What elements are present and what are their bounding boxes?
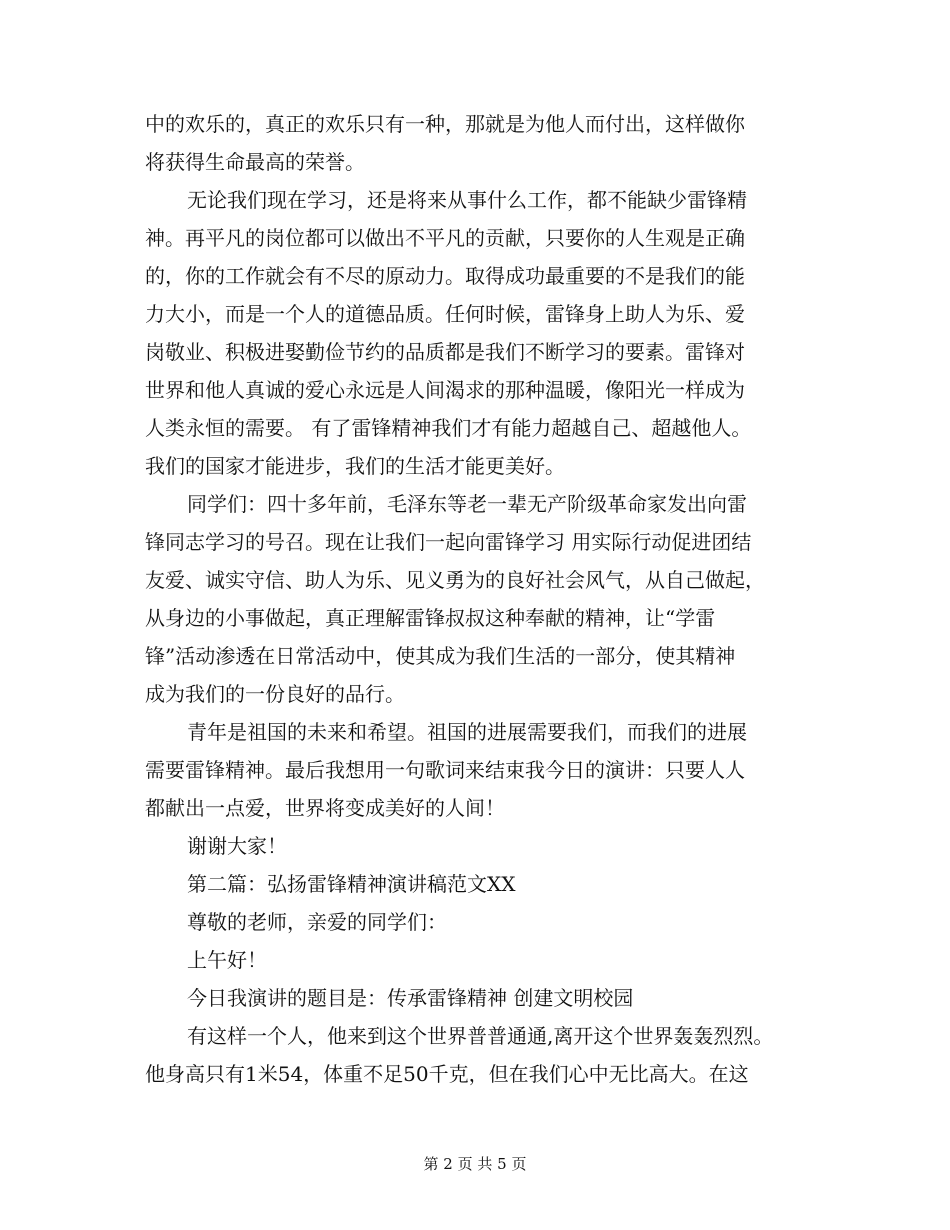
- text-line: 他身高只有1米54，体重不足50千克，但在我们心中无比高大。在这: [145, 1062, 749, 1086]
- text-line: 世界和他人真诚的爱心永远是人间渴求的那种温暖，像阳光一样成为: [145, 378, 745, 402]
- text-line: 同学们：四十多年前，毛泽东等老一辈无产阶级革命家发出向雷: [187, 492, 747, 516]
- text-line: 的，你的工作就会有不尽的原动力。取得成功最重要的不是我们的能: [145, 264, 745, 288]
- text-line: 锋同志学习的号召。现在让我们一起向雷锋学习 用实际行动促进团结: [145, 530, 752, 554]
- text-line: 力大小，而是一个人的道德品质。任何时候，雷锋身上助人为乐、爱: [145, 302, 745, 326]
- text-line: 神。再平凡的岗位都可以做出不平凡的贡献，只要你的人生观是正确: [145, 226, 745, 250]
- body-text: [145, 105, 815, 1093]
- text-line: 岗敬业、积极进娶勤俭节约的品质都是我们不断学习的要素。雷锋对: [145, 340, 745, 364]
- text-line: 我们的国家才能进步，我们的生活才能更美好。: [145, 454, 565, 478]
- text-line: 从身边的小事做起，真正理解雷锋叔叔这种奉献的精神，让“学雷: [145, 606, 716, 630]
- text-line: 友爱、诚实守信、助人为乐、见义勇为的良好社会风气，从自己做起，: [145, 568, 765, 592]
- text-line: 中的欢乐的，真正的欢乐只有一种，那就是为他人而付出，这样做你: [145, 112, 745, 136]
- text-line: 今日我演讲的题目是：传承雷锋精神 创建文明校园: [187, 986, 634, 1010]
- text-line: 需要雷锋精神。最后我想用一句歌词来结束我今日的演讲：只要人人: [145, 758, 745, 782]
- text-line: 尊敬的老师，亲爱的同学们：: [187, 910, 447, 934]
- text-line: 谢谢大家！: [187, 834, 287, 858]
- page-number: 第 2 页 共 5 页: [423, 1155, 527, 1173]
- text-line: 上午好！: [187, 948, 267, 972]
- text-line: 将获得生命最高的荣誉。: [145, 150, 365, 174]
- text-line: 青年是祖国的未来和希望。祖国的进展需要我们，而我们的进展: [187, 720, 747, 744]
- text-line: 人类永恒的需要。 有了雷锋精神我们才有能力超越自己、超越他人。: [145, 416, 752, 440]
- text-line: 锋”活动渗透在日常活动中，使其成为我们生活的一部分，使其精神: [145, 644, 736, 668]
- section-heading: 第二篇：弘扬雷锋精神演讲稿范文XX: [187, 872, 516, 896]
- text-line: 都献出一点爱，世界将变成美好的人间！: [145, 796, 505, 820]
- text-line: 有这样一个人，他来到这个世界普普通通,离开这个世界轰轰烈烈。: [187, 1024, 774, 1048]
- text-line: 成为我们的一份良好的品行。: [145, 682, 405, 706]
- text-line: 无论我们现在学习，还是将来从事什么工作，都不能缺少雷锋精: [187, 188, 747, 212]
